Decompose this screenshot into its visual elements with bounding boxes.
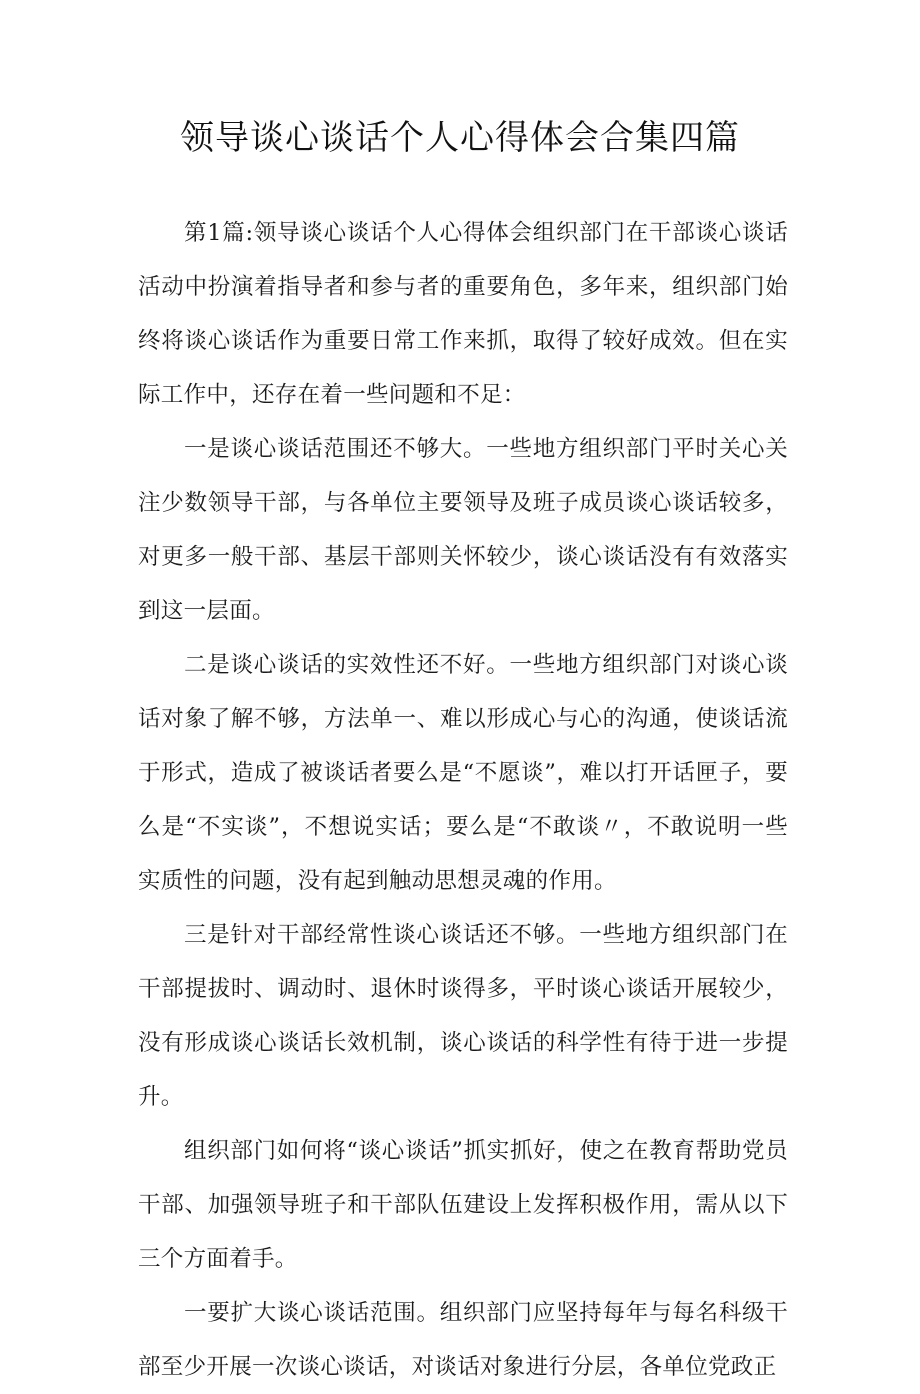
paragraph-4: 三是针对干部经常性谈心谈话还不够。一些地方组织部门在干部提拔时、调动时、退休时谈得多，平时谈心谈话开展较少，没有形成谈心谈话长效机制，谈心谈话的科学性有待于进一步提升。 (138, 922, 788, 1110)
paragraph-3: 二是谈心谈话的实效性还不好。一些地方组织部门对谈心谈话对象了解不够，方法单一、难以形成心与心的沟通，使谈话流于形式，造成了被谈话者要么是“不愿谈”，难以打开话匣子，要么是“不实谈”，不想说实话；要么是“不敢谈〃，不敢说明一些实质性的问题，没有起到触动思想灵魂的作用。 (138, 652, 788, 894)
paragraph-6: 一要扩大谈心谈话范围。组织部门应坚持每年与每名科级干部至少开展一次谈心谈话，对谈话对象进行分层，各单位党政正 (138, 1300, 788, 1380)
paragraph-1: 第1篇:领导谈心谈话个人心得体会组织部门在干部谈心谈话活动中扮演着指导者和参与者的重要角色，多年来，组织部门始终将谈心谈话作为重要日常工作来抓，取得了较好成效。但在实际工作中，还存在着一些问题和不足： (138, 220, 788, 408)
document-title: 领导谈心谈话个人心得体会合集四篇 (180, 118, 740, 158)
paragraph-5: 组织部门如何将“谈心谈话”抓实抓好，使之在教育帮助党员干部、加强领导班子和干部队伍建设上发挥积极作用，需从以下三个方面着手。 (138, 1138, 788, 1272)
paragraph-2: 一是谈心谈话范围还不够大。一些地方组织部门平时关心关注少数领导干部，与各单位主要领导及班子成员谈心谈话较多，对更多一般干部、基层干部则关怀较少，谈心谈话没有有效落实到这一层面。 (138, 436, 788, 624)
document-body (138, 206, 788, 1394)
